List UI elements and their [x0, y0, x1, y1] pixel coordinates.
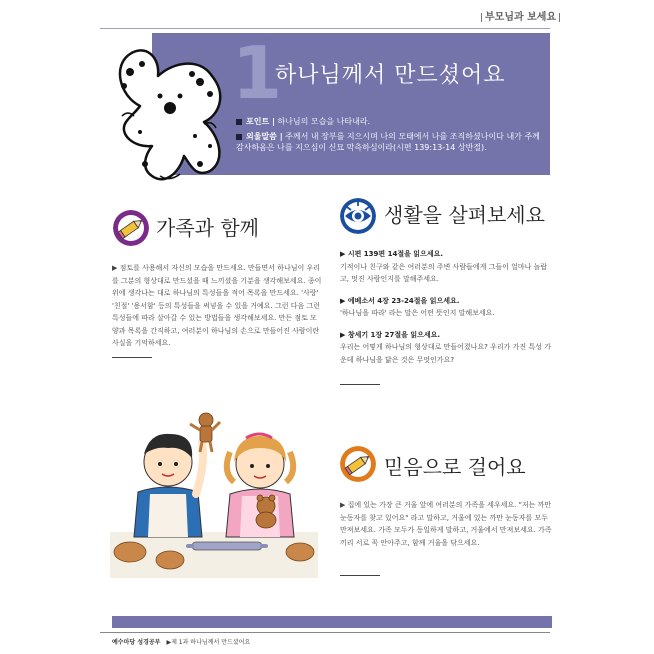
life-section-text — [340, 248, 552, 378]
life-block-body: '하나님을 따라' 라는 말은 어떤 뜻인지 말해보세요. — [340, 309, 495, 317]
pencil-icon — [113, 210, 149, 246]
page-tag-label: 부모님과 보세요 — [485, 12, 557, 23]
footer — [112, 637, 412, 647]
verse-text: 주께서 내 장부를 지으시며 나의 모태에서 나를 조직하셨나이다 내가 주께 감사하옴은 나를 지으심이 신묘 막측하심이라(시편 139:13-14 상반절). — [236, 132, 540, 152]
lesson-title: 하나님께서 만드셨어요 — [275, 63, 506, 88]
life-block — [340, 248, 552, 286]
lesson-number: 1 — [232, 31, 283, 115]
life-block-heading: ▶ 에베소서 4장 23-24절을 읽으세요. — [340, 296, 460, 305]
bottom-rule — [100, 632, 550, 633]
verse-row — [236, 131, 546, 155]
footer-chapter: ▶제 1과 하나님께서 만드셨어요 — [166, 639, 251, 646]
faith-section-text: ▶ 집에 있는 가장 큰 거울 앞에 여러분의 가족을 세우세요. "저는 까만 눈동자를 찾고 있어요" 라고 말하고, 거울에 있는 까만 눈동자를 모두 만져보세요. 가족 모두가 동일하게 말하고, 거울에서 만져보세요. 가족끼리 서로 꼭 안아주고, 함께 거울을 닦으세요. — [340, 501, 552, 547]
page-tag — [478, 10, 557, 26]
children-clay-illustration — [110, 402, 318, 578]
divider — [340, 575, 380, 576]
divider — [340, 384, 380, 385]
life-block — [340, 295, 552, 320]
verse-label: 외울말씀 | — [246, 132, 283, 141]
footer-brand: 예수마당 성경공부 — [112, 639, 161, 646]
top-rule — [100, 28, 550, 29]
life-block-heading: ▶ 시편 139편 14절을 읽으세요. — [340, 250, 444, 258]
eye-icon — [340, 198, 376, 234]
life-section-title: 생활을 살펴보세요 — [384, 203, 545, 227]
life-block — [340, 329, 552, 367]
faith-section-title: 믿음으로 걸어요 — [384, 455, 526, 479]
life-block-body: 기적이나 친구와 같은 여러분의 주변 사람들에게 그들이 얼마나 놀랍고, 멋진 사람인지를 말해주세요. — [340, 262, 548, 283]
point-text: 하나님의 모습을 나타내라. — [277, 117, 371, 126]
family-section-text: ▶ 점토를 사용해서 자신의 모습을 만드세요. 만들면서 하나님이 우리를 그분의 형상대로 만드셨을 때 느끼셨을 기분을 생각해보세요. 종이 위에 생각나는 대로 하나님의 특성들을 적어 목록을 만드세요. '사랑' '친절' '용서함' 등의 특성들을 써넣을 수 있을 거예요. 그런 다음 그런 특성들에 따라 살아갈 수 있는 방법들을 생각해보세요. 만든 점토 모양과 목록을 간직하고, 여러분이 하나님의 손으로 만들어진 사람이란 사실을 기억하세요. — [112, 264, 322, 347]
dog-illustration — [100, 36, 240, 191]
point-label: 포인트 | — [246, 117, 275, 126]
divider — [112, 357, 152, 358]
family-section-title: 가족과 함께 — [156, 216, 259, 240]
life-block-heading: ▶ 창세기 1장 27절을 읽으세요. — [340, 330, 441, 339]
life-block-body: 우리는 어떻게 하나님의 형상대로 만들어졌나요? 우리가 가진 특성 가운데 하나님을 닮은 것은 무엇인가요? — [340, 343, 551, 364]
point-row — [236, 116, 546, 128]
bottom-bar — [112, 616, 552, 628]
pencil-icon — [340, 446, 376, 482]
